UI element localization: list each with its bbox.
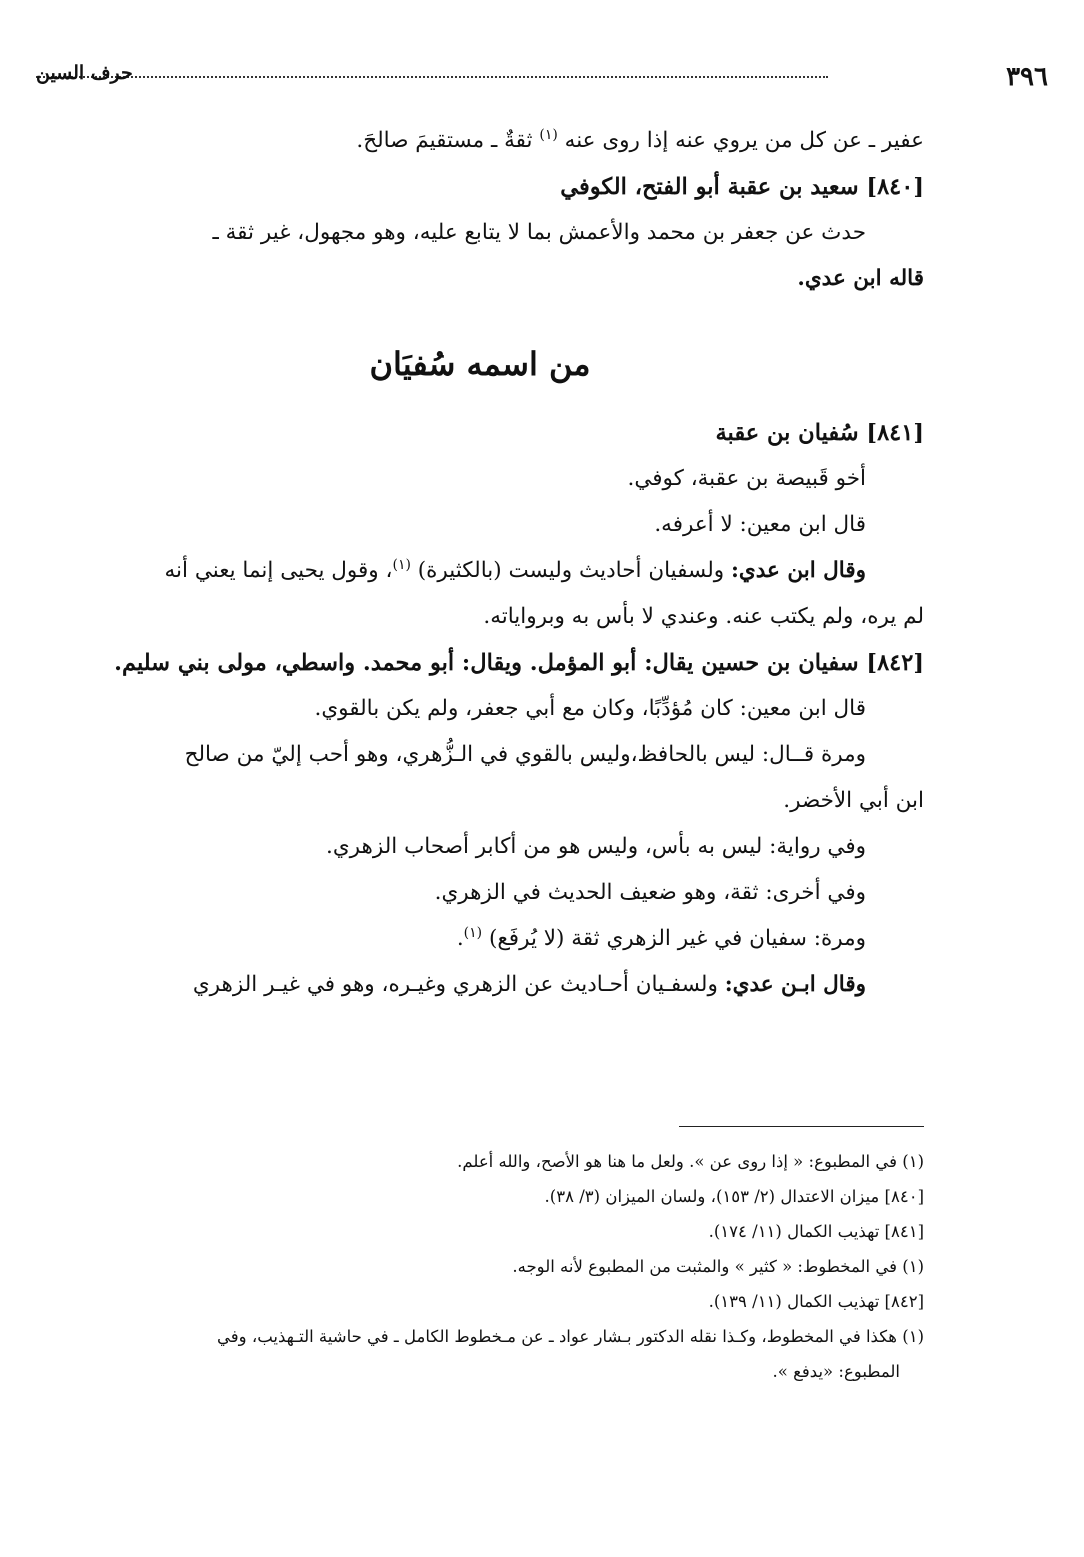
text-line xyxy=(36,962,924,1008)
text-line: أخو قَبيصة بن عقبة، كوفي. xyxy=(627,466,866,491)
text-line xyxy=(36,548,924,594)
text-line: لم يره، ولم يكتب عنه. وعندي لا بأس به وبرواياته. xyxy=(483,604,924,629)
text-segment: ولسفـيان أحـاديث عن الزهري وغيـره، وهو في غيـر الزهري xyxy=(192,972,718,997)
text-line: قال ابن معين: كان مُؤدِّبًا، وكان مع أبي جعفر، ولم يكن بالقوي. xyxy=(314,696,866,721)
footnote-marker: (١) xyxy=(539,126,558,143)
text-segment: ، وقول يحيى إنما يعني أنه xyxy=(164,558,393,583)
text-segment: ومرة: سفيان في غير الزهري ثقة (لا يُرفَع) xyxy=(488,926,866,951)
footnote-continuation: المطبوع: «يدفع ». xyxy=(772,1362,900,1381)
footnotes xyxy=(36,1144,924,1389)
footnote: [٨٤٠] ميزان الاعتدال (٢/ ١٥٣)، ولسان الميزان (٣/ ٣٨). xyxy=(544,1187,924,1206)
text-segment: ولسفيان أحاديث وليست (بالكثيرة) xyxy=(417,558,725,583)
footnote: (١) في المطبوع: « إذا روى عن ». ولعل ما هنا هو الأصح، والله أعلم. xyxy=(457,1152,924,1171)
entry-heading-840: [٨٤٠] سعيد بن عقبة أبو الفتح، الكوفي xyxy=(560,174,924,200)
section-title: من اسمه سُفيَان xyxy=(369,345,591,383)
speaker-label: وقال ابـن عدي: xyxy=(724,972,866,997)
text-line: قاله ابن عدي. xyxy=(797,266,924,291)
running-title: حرف السين xyxy=(36,62,133,84)
text-line: قال ابن معين: لا أعرفه. xyxy=(654,512,866,537)
footnote-marker: (١) xyxy=(392,556,411,573)
entry-heading-842: [٨٤٢] سفيان بن حسين يقال: أبو المؤمل. ويقال: أبو محمد. واسطي، مولى بني سليم. xyxy=(114,650,924,676)
speaker-label: وقال ابن عدي: xyxy=(730,558,866,583)
footnote: [٨٤١] تهذيب الكمال (١١/ ١٧٤). xyxy=(708,1222,924,1241)
page-header xyxy=(36,62,1048,92)
page-number: ٣٩٦ xyxy=(1006,62,1048,92)
text-line: ومرة قــال: ليس بالحافظ،وليس بالقوي في الـزُّهري، وهو أحب إليّ من صالح xyxy=(184,742,866,767)
header-dotted-rule xyxy=(36,76,828,78)
footnote: (١) في المخطوط: « كثير » والمثبت من المطبوع لأنه الوجه. xyxy=(512,1257,924,1276)
footnote-separator xyxy=(679,1126,924,1127)
text-line: وفي رواية: ليس به بأس، وليس هو من أكابر أصحاب الزهري. xyxy=(325,834,866,859)
text-line xyxy=(36,118,924,164)
text-line xyxy=(36,916,924,962)
entry-heading-841: [٨٤١] سُفيان بن عقبة xyxy=(715,420,924,446)
text-segment: ثقةٌ ـ مستقيمَ صالحَ. xyxy=(356,128,533,153)
footnote: (١) هكذا في المخطوط، وكـذا نقله الدكتور بـشار عواد ـ عن مـخطوط الكامل ـ في حاشية التـهذيب، وفي xyxy=(217,1327,924,1346)
text-line: وفي أخرى: ثقة، وهو ضعيف الحديث في الزهري. xyxy=(434,880,866,905)
footnote-marker: (١) xyxy=(463,924,483,941)
footnote: [٨٤٢] تهذيب الكمال (١١/ ١٣٩). xyxy=(708,1292,924,1311)
main-text xyxy=(36,118,924,1008)
text-segment: عفير ـ عن كل من يروي عنه إذا روى عنه xyxy=(564,128,924,153)
text-line: ابن أبي الأخضر. xyxy=(783,788,924,813)
text-segment: . xyxy=(456,926,464,951)
text-line: حدث عن جعفر بن محمد والأعمش بما لا يتابع عليه، وهو مجهول، غير ثقة ـ xyxy=(212,220,866,245)
